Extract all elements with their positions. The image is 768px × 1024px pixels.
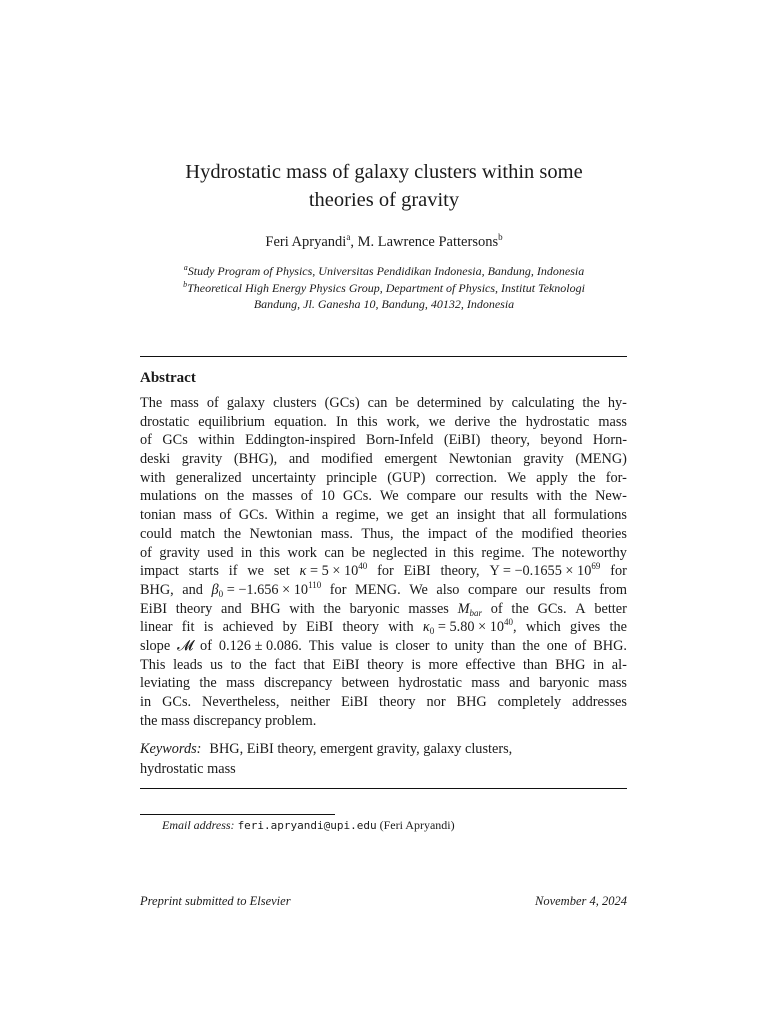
math-beta: $\beta_0 = -1.656 \times 10^{110}$ (211, 579, 322, 599)
abstract-line (140, 656, 627, 675)
word: uncertainty (251, 469, 316, 486)
word: gravity (159, 544, 200, 561)
word: beyond (540, 432, 583, 449)
word: between (341, 675, 390, 692)
word: regime, (335, 507, 380, 524)
word: (EiBI) (443, 432, 481, 449)
abstract-line (140, 674, 627, 693)
word: can (367, 395, 388, 411)
keywords (140, 739, 627, 779)
word: in (593, 656, 605, 673)
email-address: feri.apryandi@upi.edu (237, 819, 377, 832)
word: mass. (320, 525, 353, 542)
word: discrepancy (263, 675, 333, 692)
word: correction. (435, 469, 498, 486)
word: leviating (140, 675, 191, 692)
word: EiBI (306, 619, 334, 636)
abstract-bottom-rule (140, 788, 627, 789)
word: hydrostatic (525, 413, 590, 430)
word: New- (595, 488, 627, 505)
paper-title (140, 158, 628, 214)
word: is (203, 619, 214, 636)
word: regime. (481, 544, 525, 561)
author-name: Feri Apryandi (265, 234, 347, 250)
word: modified (521, 525, 574, 542)
affiliation-mark: b (183, 279, 188, 289)
word: an (435, 507, 450, 524)
word: that (303, 656, 325, 673)
word: theory (367, 656, 404, 673)
word: apply (536, 469, 568, 486)
affiliation-text: Theoretical High Energy Physics Group, Department of Physics, Institut Teknologi (187, 280, 585, 295)
word: theory (342, 619, 379, 636)
abstract-line (140, 600, 627, 619)
word: generalized (175, 469, 242, 486)
math-kappa0: $\kappa_0 = 5.80 \times 10^{40}$, (422, 617, 517, 637)
word: by (489, 395, 504, 411)
word: We (409, 581, 428, 598)
word: masses (408, 600, 449, 617)
word: mulations (140, 488, 197, 505)
word: and (288, 451, 310, 468)
word: could (140, 525, 172, 542)
word: value (341, 637, 373, 654)
abstract-line (140, 693, 627, 712)
word: compare (406, 488, 456, 505)
word: of (574, 637, 587, 654)
word: al- (611, 656, 627, 673)
word: the (401, 525, 420, 542)
abstract-line (140, 562, 627, 581)
word: The (532, 544, 555, 561)
word: the (578, 469, 596, 486)
word: mass (170, 395, 199, 411)
word: of (475, 525, 488, 542)
email-label: Email address: (162, 818, 235, 832)
math-calM: 𝓜 (177, 637, 194, 654)
word: the (495, 525, 514, 542)
word: the (582, 395, 600, 411)
word: derive (454, 413, 491, 430)
word: the (511, 600, 529, 617)
word: We (507, 469, 526, 486)
word: with (140, 469, 166, 486)
word: our (525, 581, 545, 598)
footnote-rule (140, 814, 335, 815)
word: (GCs) (324, 395, 360, 411)
word: calculating (511, 395, 575, 411)
word: in (434, 544, 446, 561)
word: mass (598, 675, 627, 692)
word: GCs. (537, 600, 567, 617)
word: the (499, 413, 517, 430)
word: all (532, 507, 547, 524)
word: with (388, 619, 414, 636)
word: Thus, (361, 525, 394, 542)
word: mass (226, 675, 255, 692)
word: one (546, 637, 568, 654)
word: completely (497, 694, 562, 710)
word: of (219, 507, 232, 524)
word: than (522, 656, 548, 673)
word: we (428, 413, 446, 430)
word: equilibrium (198, 413, 266, 430)
word: the (569, 488, 588, 505)
word: (BHG), (233, 451, 278, 468)
word: effective (465, 656, 516, 673)
word: unity (454, 637, 484, 654)
word: and (220, 600, 242, 617)
word: gives (570, 619, 601, 636)
word: that (503, 507, 525, 524)
word: fact (274, 656, 296, 673)
affiliation-mark: a (346, 232, 351, 242)
math-mbar: $M_{bar}$ (457, 600, 483, 618)
word: the (609, 619, 627, 636)
word: the (249, 656, 267, 673)
email-owner: (Feri Apryandi) (379, 818, 455, 832)
word: 10 (320, 488, 335, 505)
author-separator: , (350, 234, 358, 250)
word: baryonic (349, 600, 400, 617)
word: BHG. (593, 637, 627, 654)
word: with (536, 488, 562, 505)
word: of (490, 600, 503, 617)
word: A (575, 600, 586, 617)
title-line-2: theories of gravity (308, 189, 460, 211)
word: this (453, 544, 474, 561)
word: EiBI (403, 563, 431, 580)
affiliation-mark: a (183, 263, 188, 272)
word: Nevertheless, (202, 694, 280, 710)
abstract-line (140, 413, 627, 432)
word: results (490, 488, 529, 505)
preprint-note: Preprint submitted to Elsevier (140, 894, 291, 908)
abstract-line (140, 637, 627, 656)
word: theory (175, 600, 213, 617)
word: results (553, 581, 591, 598)
word: on (204, 488, 219, 505)
preprint-date: November 4, 2024 (535, 894, 627, 908)
word: determined (416, 395, 482, 411)
word: can (324, 544, 345, 561)
word: baryonic (539, 675, 590, 692)
word: principle (326, 469, 378, 486)
word: theory (379, 694, 416, 710)
word: BHG (555, 656, 586, 673)
word: mass (471, 675, 500, 692)
word: clusters (272, 395, 317, 411)
word: which (525, 619, 561, 636)
word: get (410, 507, 429, 524)
word: is (378, 637, 389, 654)
word: Horn- (592, 432, 627, 449)
word: GCs (162, 432, 188, 449)
word: MENG. (354, 581, 401, 598)
title-line-1: Hydrostatic mass of galaxy clusters within some (185, 161, 583, 183)
word: of (300, 488, 313, 505)
word: noteworthy (561, 544, 627, 561)
word: the (226, 488, 245, 505)
word: masses (252, 488, 293, 505)
math-value: 0.126 ± 0.086. (218, 637, 302, 654)
word: we (247, 563, 264, 580)
word: hydrostatic (398, 675, 462, 692)
abstract-line (140, 487, 627, 506)
word: This (140, 656, 166, 673)
abstract-line (140, 581, 627, 600)
abstract-line-last: the mass discrepancy problem. (140, 712, 317, 729)
word: match (180, 525, 216, 542)
word: the (223, 525, 242, 542)
word: GCs. (162, 694, 192, 710)
word: gravity (523, 451, 564, 468)
word: compare (467, 581, 518, 598)
word: for (329, 581, 347, 598)
word: theory, (440, 563, 480, 580)
word: neither (290, 694, 331, 710)
word: drostatic (140, 413, 190, 430)
affiliation-b-continued: Bandung, Jl. Ganesha 10, Bandung, 40132, Indonesia (253, 297, 515, 311)
word: Eddington-inspired (245, 432, 356, 449)
word: within (198, 432, 235, 449)
word: this (356, 413, 378, 430)
word: formulations (553, 507, 627, 524)
word: Newtonian (249, 525, 313, 542)
word: modified (321, 451, 373, 468)
word: slope (140, 637, 171, 654)
word: for (610, 563, 627, 580)
word: for (377, 563, 394, 580)
footnote (162, 817, 455, 834)
word: in (140, 694, 152, 710)
word: (MENG) (575, 451, 627, 468)
word: impact (427, 525, 467, 542)
word: better (594, 600, 627, 617)
word: mass (183, 507, 212, 524)
word: in (240, 544, 253, 561)
keywords-list: BHG, EiBI theory, emergent gravity, galaxy clusters, (209, 741, 513, 757)
affiliation-b (100, 280, 668, 297)
abstract-line (140, 450, 627, 469)
word: set (273, 563, 290, 580)
word: We (379, 488, 399, 505)
word: of (140, 432, 152, 449)
word: from (599, 581, 627, 598)
word: addresses (572, 694, 627, 710)
word: the (323, 600, 341, 617)
word: leads (173, 656, 203, 673)
word: with (289, 600, 315, 617)
word: of (140, 544, 152, 561)
word: In (335, 413, 348, 430)
abstract-line (140, 431, 627, 450)
word: Newtonian (448, 451, 512, 468)
affiliation-mark: b (498, 232, 503, 242)
word: gravity (181, 451, 223, 468)
word: work (287, 544, 317, 561)
word: work, (386, 413, 420, 430)
word: The (140, 395, 163, 411)
word: to (230, 656, 242, 673)
word: linear (140, 619, 173, 636)
abstract-line (140, 469, 627, 488)
word: starts (188, 563, 219, 580)
word: Born-Infeld (365, 432, 434, 449)
word: This (308, 637, 335, 654)
word: impact (140, 563, 179, 580)
abstract-heading: Abstract (140, 370, 196, 386)
word: of (206, 395, 219, 411)
word: theory, (490, 432, 530, 449)
affiliations (100, 263, 668, 313)
author-list (140, 232, 628, 252)
abstract-body (140, 394, 627, 730)
word: than (490, 637, 516, 654)
word: neglected (372, 544, 428, 561)
word: emergent (384, 451, 438, 468)
word: be (351, 544, 366, 561)
word: a (321, 507, 329, 524)
abstract-line (140, 506, 627, 525)
math-kappa: $\kappa = 5 \times 10^{40}$ (299, 561, 368, 580)
word: GCs. (238, 507, 268, 524)
word: and (182, 581, 203, 598)
word: Within (275, 507, 315, 524)
abstract-line (140, 394, 627, 413)
word: and (509, 675, 530, 692)
abstract-line (140, 544, 627, 563)
abstract-line (140, 525, 627, 544)
word: equation. (274, 413, 327, 430)
word: BHG, (140, 581, 174, 598)
word: closer (395, 637, 430, 654)
word: EiBI (332, 656, 360, 673)
abstract-line (140, 618, 627, 637)
word: used (207, 544, 234, 561)
affiliation-a (100, 263, 668, 280)
word: also (436, 581, 460, 598)
word: tonian (140, 507, 176, 524)
word: insight (456, 507, 496, 524)
word: galaxy (226, 395, 265, 411)
word: our (463, 488, 483, 505)
word: to (436, 637, 448, 654)
word: of (200, 637, 212, 654)
word: us (210, 656, 223, 673)
word: EiBI (140, 600, 168, 617)
word: we (386, 507, 404, 524)
word: EiBI (341, 694, 369, 710)
word: theories (581, 525, 627, 542)
affiliation-text: Study Program of Physics, Universitas Pendidikan Indonesia, Bandung, Indonesia (187, 264, 585, 278)
word: the (199, 675, 217, 692)
word: BHG (250, 600, 281, 617)
word: for- (605, 469, 627, 486)
word: fit (181, 619, 195, 636)
word: GCs. (342, 488, 372, 505)
word: more (428, 656, 458, 673)
word: be (395, 395, 409, 411)
word: by (282, 619, 297, 636)
word: is (411, 656, 421, 673)
abstract-top-rule (140, 356, 627, 357)
word: BHG (456, 694, 487, 710)
word: mass (598, 413, 627, 430)
word: hy- (607, 395, 627, 411)
keywords-list-continued: hydrostatic mass (140, 761, 236, 777)
author-name: M. Lawrence Pattersons (357, 234, 499, 250)
keywords-label: Keywords: (140, 741, 202, 757)
word: achieved (222, 619, 274, 636)
word: if (228, 563, 238, 580)
word: the (522, 637, 540, 654)
word: nor (426, 694, 446, 710)
word: deski (140, 451, 171, 468)
word: this (259, 544, 281, 561)
word: (GUP) (387, 469, 426, 486)
math-upsilon: $\Upsilon = -0.1655 \times 10^{69}$ (489, 561, 601, 580)
